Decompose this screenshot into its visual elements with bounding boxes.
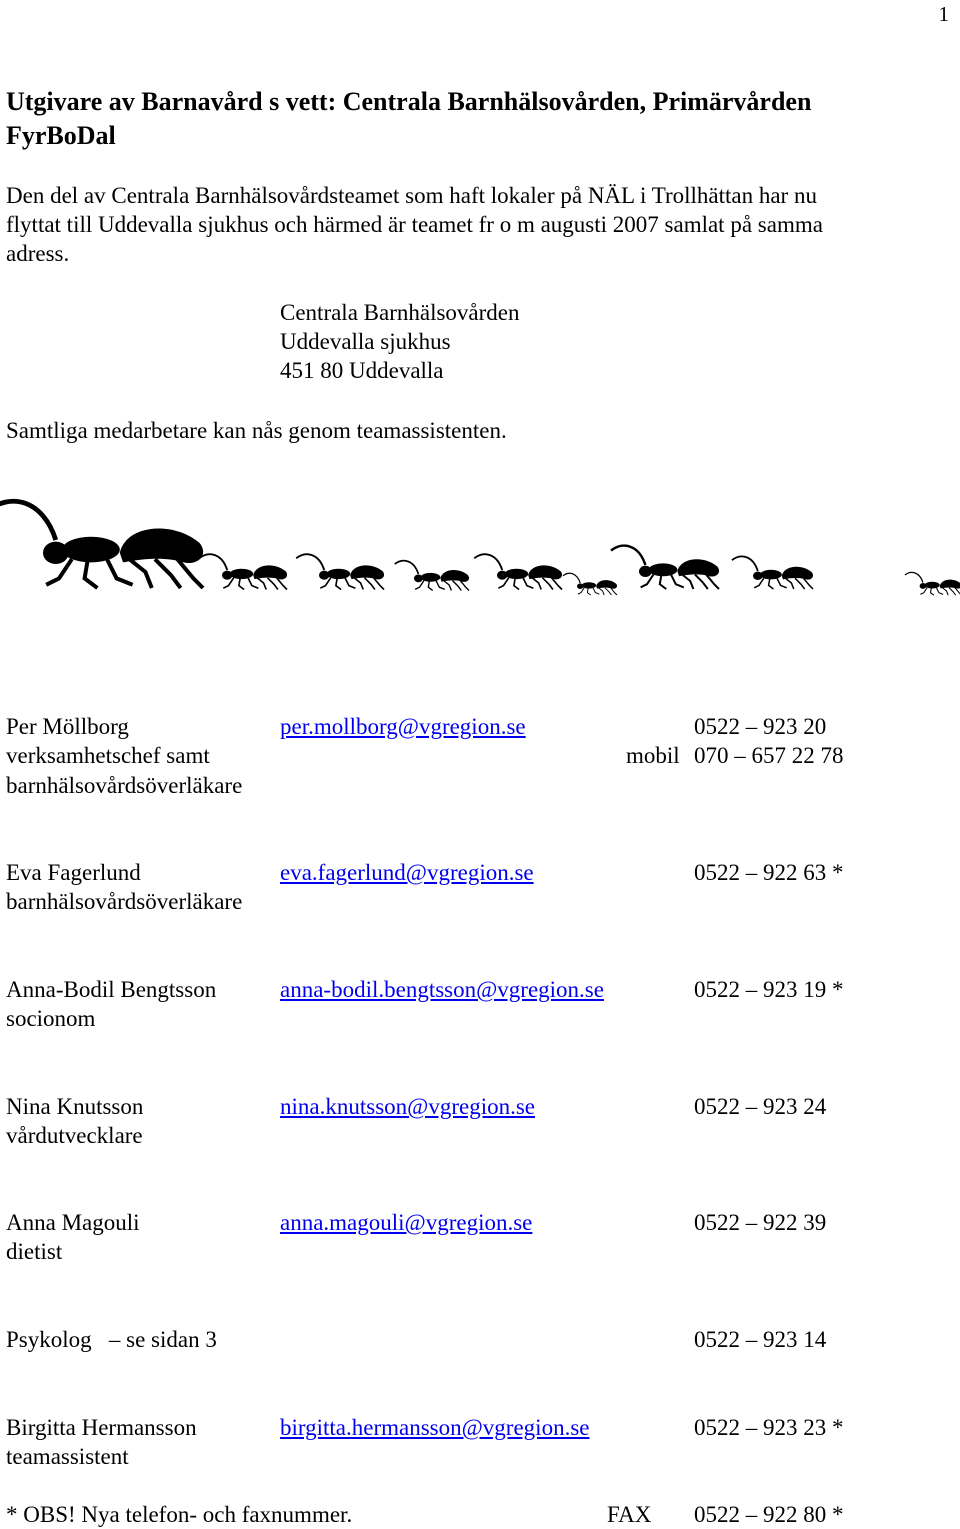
contact-email-link[interactable]: eva.fagerlund@vgregion.se bbox=[280, 860, 534, 885]
contact-phone: 0522 – 922 39 bbox=[694, 1210, 827, 1235]
ant-icon bbox=[199, 554, 287, 589]
contact-role: dietist bbox=[6, 1239, 63, 1264]
ant-icon bbox=[296, 554, 384, 589]
contact-role: barnhälsovårdsöverläkare bbox=[6, 773, 243, 798]
contact-email-link[interactable]: anna-bodil.bengtsson@vgregion.se bbox=[280, 977, 604, 1002]
ants-illustration bbox=[0, 495, 960, 610]
contact-phone: 0522 – 923 19 * bbox=[694, 977, 844, 1002]
contact-name: Nina Knutsson bbox=[6, 1094, 144, 1119]
contact-role: teamassistent bbox=[6, 1444, 129, 1469]
contact-role: verksamhetschef samt bbox=[6, 743, 210, 768]
contact-mobile: 070 – 657 22 78 bbox=[694, 743, 844, 768]
ant-icon bbox=[0, 501, 203, 588]
address-line: 451 80 Uddevalla bbox=[280, 358, 444, 383]
contact-role: barnhälsovårdsöverläkare bbox=[6, 889, 243, 914]
contact-phone: 0522 – 923 24 bbox=[694, 1094, 827, 1119]
fax-label: FAX bbox=[607, 1502, 652, 1527]
fax-number: 0522 – 922 80 * bbox=[694, 1502, 844, 1527]
contact-name: Birgitta Hermansson bbox=[6, 1415, 197, 1440]
contact-name: Anna Magouli bbox=[6, 1210, 140, 1235]
ant-icon bbox=[563, 573, 617, 595]
contact-email-link[interactable]: per.mollborg@vgregion.se bbox=[280, 714, 526, 739]
contact-email-link[interactable]: anna.magouli@vgregion.se bbox=[280, 1210, 533, 1235]
ant-icon bbox=[732, 556, 813, 589]
ant-icon bbox=[905, 572, 960, 595]
contact-role: vårdutvecklare bbox=[6, 1123, 143, 1148]
contact-role: socionom bbox=[6, 1006, 96, 1031]
intro-text: Den del av Centrala Barnhälsovårdsteamet som haft lokaler på NÄL i Trollhättan har nu bbox=[6, 183, 817, 208]
address-line: Uddevalla sjukhus bbox=[280, 329, 451, 354]
contact-phone: 0522 – 923 14 bbox=[694, 1327, 827, 1352]
mobile-label: mobil bbox=[626, 743, 680, 768]
ant-icon bbox=[611, 546, 719, 589]
contact-name: Per Möllborg bbox=[6, 714, 129, 739]
address-line: Centrala Barnhälsovården bbox=[280, 300, 520, 325]
contact-phone: 0522 – 922 63 * bbox=[694, 860, 844, 885]
footer-note: * OBS! Nya telefon- och faxnummer. bbox=[6, 1502, 353, 1527]
ant-icon bbox=[395, 561, 469, 591]
intro-text: flyttat till Uddevalla sjukhus och härmed är teamet fr o m augusti 2007 samlat på samma bbox=[6, 212, 823, 237]
page-title: Utgivare av Barnavård s vett: Centrala Barnhälsovården, Primärvården bbox=[6, 87, 812, 116]
contact-name: Psykolog – se sidan 3 bbox=[6, 1327, 217, 1352]
contact-phone: 0522 – 923 23 * bbox=[694, 1415, 844, 1440]
page-number: 1 bbox=[938, 2, 949, 26]
contact-email-link[interactable]: birgitta.hermansson@vgregion.se bbox=[280, 1415, 590, 1440]
intro-text: adress. bbox=[6, 241, 70, 266]
page-title-line2: FyrBoDal bbox=[6, 121, 116, 150]
contact-email-link[interactable]: nina.knutsson@vgregion.se bbox=[280, 1094, 535, 1119]
contact-name: Eva Fagerlund bbox=[6, 860, 141, 885]
ant-icon bbox=[474, 554, 562, 589]
contact-name: Anna-Bodil Bengtsson bbox=[6, 977, 217, 1002]
reach-text: Samtliga medarbetare kan nås genom teamassistenten. bbox=[6, 418, 507, 443]
contact-phone: 0522 – 923 20 bbox=[694, 714, 827, 739]
